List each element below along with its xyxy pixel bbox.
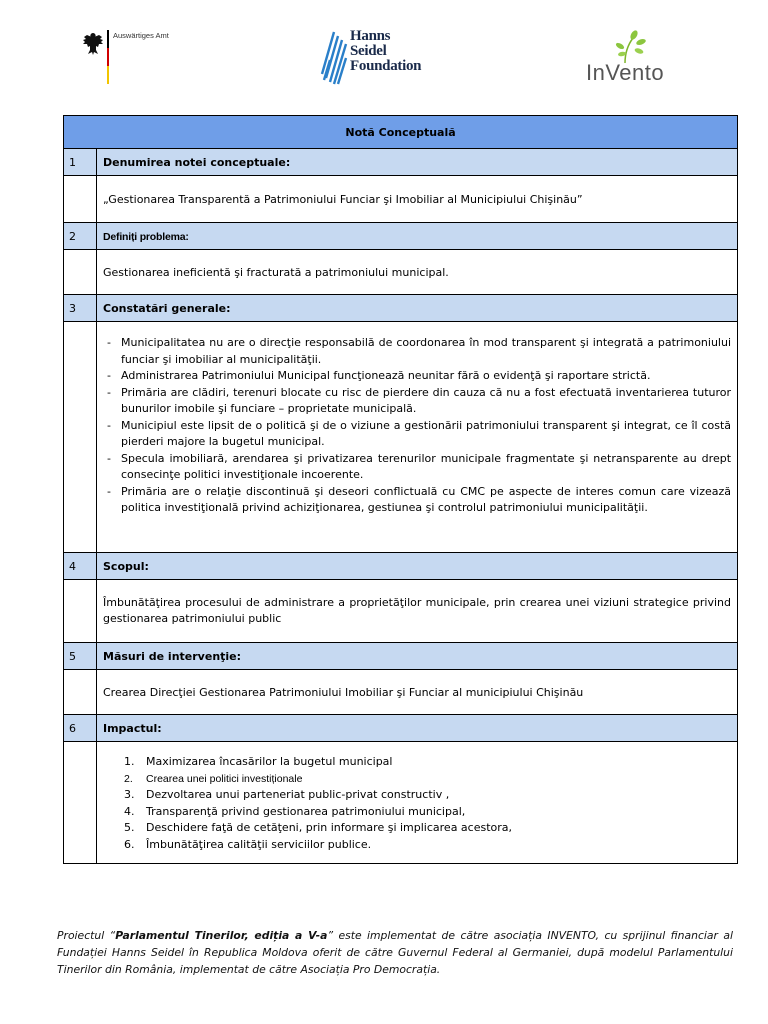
impact-list	[103, 754, 731, 853]
hs-line-3: Foundation	[350, 58, 422, 74]
list-item	[103, 787, 731, 804]
section-title-text: Denumirea notei conceptuale:	[103, 155, 291, 169]
table-header-row	[64, 116, 738, 149]
list-item	[103, 754, 731, 771]
list-item: - Municipalitatea nu are o direcţie responsabilă de coordonarea în mod transparent şi integrată a patrimoniului funciar şi imobiliar al municipalităţii.	[103, 335, 731, 368]
section-title	[97, 149, 738, 176]
section-body-2	[64, 250, 738, 295]
federal-eagle-icon	[82, 32, 104, 56]
section-body-1	[64, 176, 738, 223]
empty-cell	[64, 742, 97, 864]
section-number: 6	[64, 715, 97, 742]
invento-text: InVento	[586, 60, 665, 85]
hs-line-1: Hanns	[350, 28, 391, 44]
empty-cell	[64, 250, 97, 295]
section-body-3	[64, 322, 738, 553]
section-title	[97, 553, 738, 580]
section-number: 1	[64, 149, 97, 176]
auswaertiges-amt-text: Auswärtiges Amt	[113, 31, 169, 40]
list-item: - Primăria are o relaţie discontinuă şi deseori conflictuală cu CMC pe aspecte de interes comun care vizează politica investiţională privind achiziţionarea, gestiunea şi controlul patrimoniului municipalităţii.	[103, 484, 731, 517]
list-item: - Specula imobiliară, arendarea şi privatizarea terenurilor municipale fragmentate şi netransparente au drept consecinţe politici investiţionale incoerente.	[103, 451, 731, 484]
section-number: 3	[64, 295, 97, 322]
section-row-2	[64, 223, 738, 250]
list-item	[103, 837, 731, 854]
section-row-1	[64, 149, 738, 176]
concept-note-table	[63, 115, 738, 864]
empty-cell	[64, 176, 97, 223]
list-item	[103, 804, 731, 821]
item-number: 4.	[124, 804, 135, 818]
section-row-4	[64, 553, 738, 580]
invento-logo	[585, 30, 675, 86]
section-title	[97, 643, 738, 670]
section-title-text: Constatări generale:	[103, 301, 231, 315]
item-number: 2.	[124, 772, 133, 785]
flag-bar-gold	[107, 66, 109, 84]
item-number: 5.	[124, 821, 135, 834]
section-title-text: Definiți problema:	[103, 230, 189, 243]
section-title	[97, 223, 738, 250]
table-title: Notă Conceptuală	[64, 116, 738, 149]
footer-project-name: Parlamentul Tinerilor, ediția a V-a	[115, 929, 328, 942]
footer-note	[57, 927, 733, 978]
section-list-cell	[97, 742, 738, 864]
section-body-4	[64, 580, 738, 643]
list-item	[103, 820, 731, 837]
list-item: - Municipiul este lipsit de o politică şi de o viziune a gestionării patrimoniului transparent şi integrat, ce îl costă pierderi majore la bugetul municipal.	[103, 418, 731, 451]
empty-cell	[64, 580, 97, 643]
auswaertiges-amt-logo	[82, 30, 202, 84]
hanns-seidel-stripes-icon	[320, 30, 348, 86]
item-text: Crearea unei politici investiționale	[146, 772, 303, 785]
section-title-text: Măsuri de intervenţie:	[103, 649, 242, 663]
item-number: 3.	[124, 788, 135, 801]
item-number: 6.	[124, 837, 135, 851]
section-title	[97, 715, 738, 742]
section-title-text: Impactul:	[103, 721, 162, 735]
section-list-cell	[97, 322, 738, 553]
section-body-6	[64, 742, 738, 864]
section-title	[97, 295, 738, 322]
hanns-seidel-logo	[320, 28, 440, 88]
empty-cell	[64, 670, 97, 715]
section-number: 4	[64, 553, 97, 580]
section-body-5	[64, 670, 738, 715]
section-text: Gestionarea ineficientă şi fracturată a patrimoniului municipal.	[97, 250, 738, 295]
section-row-5	[64, 643, 738, 670]
item-number: 1.	[124, 755, 135, 768]
section-number: 5	[64, 643, 97, 670]
item-text: Dezvoltarea unui parteneriat public-privat constructiv ,	[146, 788, 450, 801]
invento-leaves-icon	[613, 30, 647, 64]
item-text: Maximizarea încasărilor la bugetul municipal	[146, 755, 393, 768]
section-text: Îmbunătăţirea procesului de administrare a proprietăţilor municipale, prin crearea unei viziuni strategice privind gestionarea patrimoniului public	[97, 580, 738, 643]
item-text: Transparenţă privind gestionarea patrimoniului municipal,	[146, 804, 466, 818]
item-text: Îmbunătăţirea calităţii serviciilor publice.	[146, 837, 372, 851]
footer-prefix: Proiectul “	[57, 929, 116, 942]
hs-line-2: Seidel	[350, 43, 387, 59]
empty-cell	[64, 322, 97, 553]
section-row-6	[64, 715, 738, 742]
section-text: Crearea Direcţiei Gestionarea Patrimoniului Imobiliar şi Funciar al municipiului Chişinău	[97, 670, 738, 715]
section-row-3	[64, 295, 738, 322]
section-number: 2	[64, 223, 97, 250]
section-text: „Gestionarea Transparentă a Patrimoniului Funciar şi Imobiliar al Municipiului Chişinău”	[97, 176, 738, 223]
list-item: - Primăria are clădiri, terenuri blocate cu risc de pierdere din cauza că nu a fost efectuată inventarierea tuturor bunurilor imobile şi funciare – proprietate municipală.	[103, 385, 731, 418]
item-text: Deschidere faţă de cetăţeni, prin informare şi implicarea acestora,	[146, 821, 513, 834]
list-item	[103, 771, 731, 788]
hanns-seidel-text	[350, 29, 421, 74]
flag-bar-black	[107, 30, 109, 48]
flag-bar-red	[107, 48, 109, 66]
list-item: - Administrarea Patrimoniului Municipal funcţionează neunitar fără o evidenţă şi raportare strictă.	[103, 368, 731, 385]
section-title-text: Scopul:	[103, 559, 149, 573]
footer-rest: ” este implementat de către asociația INVENTO, cu sprijinul financiar al Fundației Hanns Seidel în Republica Moldova oferit de către Guvernul Federal al Germaniei, după modelul Parlamentului Tinerilor din România, implementat de către Asociația Pro Democrația.	[57, 929, 733, 976]
findings-list	[103, 335, 731, 517]
